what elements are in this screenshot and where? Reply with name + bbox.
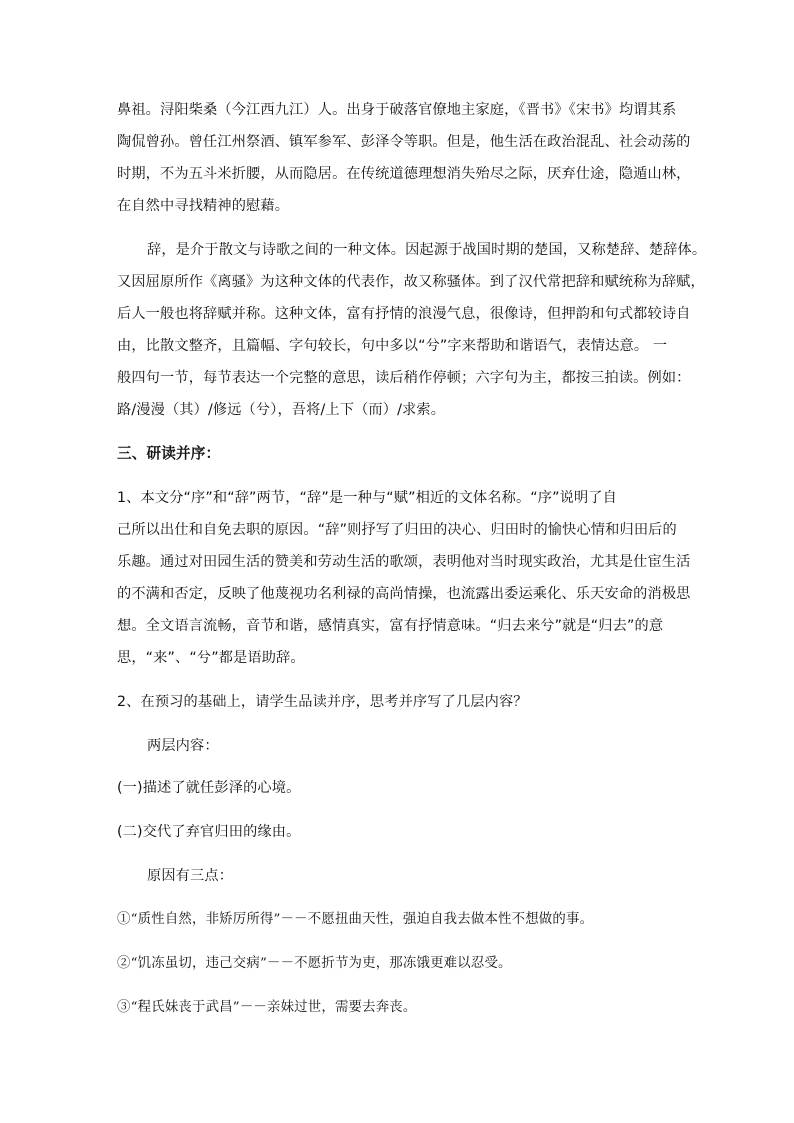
text-line: 乐趣。通过对田园生活的赞美和劳动生活的歌颂，表明他对当时现实政治，尤其是仕宦生活 <box>117 554 691 570</box>
paragraph-start-line: 辞，是介于散文与诗歌之间的一种文体。因起源于战国时期的楚国，又称楚辞、楚辞体。 <box>147 242 707 258</box>
text-line: 1、本文分“序”和“辞”两节，“辞”是一种与“赋”相近的文体名称。“序”说明了自 <box>117 490 617 506</box>
text-line: 鼻祖。浔阳柴桑（今江西九江）人。出身于破落官僚地主家庭，《晋书》《宋书》均谓其系 <box>117 102 677 118</box>
reason-item: ③“程氏妹丧于武昌”－－亲妹过世，需要去奔丧。 <box>117 1000 417 1015</box>
list-item: (二)交代了弃官归田的缘由。 <box>117 824 301 840</box>
list-item: (一)描述了就任彭泽的心境。 <box>117 780 301 796</box>
subheading-line: 原因有三点： <box>147 868 234 884</box>
text-line: 由，比散文整齐，且篇幅、字句较长，句中多以“兮”字来帮助和谐语气，表情达意。 一 <box>117 338 668 354</box>
text-line: 想。全文语言流畅，音节和谐，感情真实，富有抒情意味。“归去来兮”就是“归去”的意 <box>117 618 664 634</box>
text-line: 在自然中寻找精神的慰藉。 <box>117 198 290 214</box>
text-line: 陶侃曾孙。曾任江州祭酒、镇军参军、彭泽令等职。但是，他生活在政治混乱、社会动荡的 <box>117 134 691 150</box>
text-line: 时期，不为五斗米折腰，从而隐居。在传统道德理想消失殆尽之际，厌弃仕途，隐遁山林， <box>117 166 691 182</box>
subheading-line: 两层内容： <box>147 738 219 754</box>
text-line: 思，“来”、“兮”都是语助辞。 <box>117 650 305 666</box>
text-line: 般四句一节，每节表达一个完整的意思，读后稍作停顿；六字句为主，都按三拍读。例如： <box>117 370 691 386</box>
question-line: 2、在预习的基础上，请学生品读并序，思考并序写了几层内容？ <box>117 694 528 710</box>
text-line: 己所以出仕和自免去职的原因。“辞”则抒写了归田的决心、归田时的愉快心情和归田后的 <box>117 522 677 538</box>
text-line: 的不满和否定，反映了他蔑视功名利禄的高尚情操，也流露出委运乘化、乐天安命的消极思 <box>117 586 691 602</box>
reason-item: ①“质性自然，非矫厉所得”－－不愿扭曲天性，强迫自我去做本性不想做的事。 <box>117 912 594 927</box>
text-line: 后人一般也将辞赋并称。这种文体，富有抒情的浪漫气息，很像诗，但押韵和句式都较诗自 <box>117 306 691 322</box>
reason-item: ②“饥冻虽切，违己交病”－－不愿折节为吏，那冻饿更难以忍受。 <box>117 956 512 971</box>
text-line: 又因屈原所作《离骚》为这种文体的代表作，故又称骚体。到了汉代常把辞和赋统称为辞赋， <box>117 274 705 290</box>
text-line: 路/漫漫（其）/修远（兮），吾将/上下（而）/求索。 <box>117 402 446 418</box>
section-heading: 三、研读并序： <box>117 445 221 462</box>
